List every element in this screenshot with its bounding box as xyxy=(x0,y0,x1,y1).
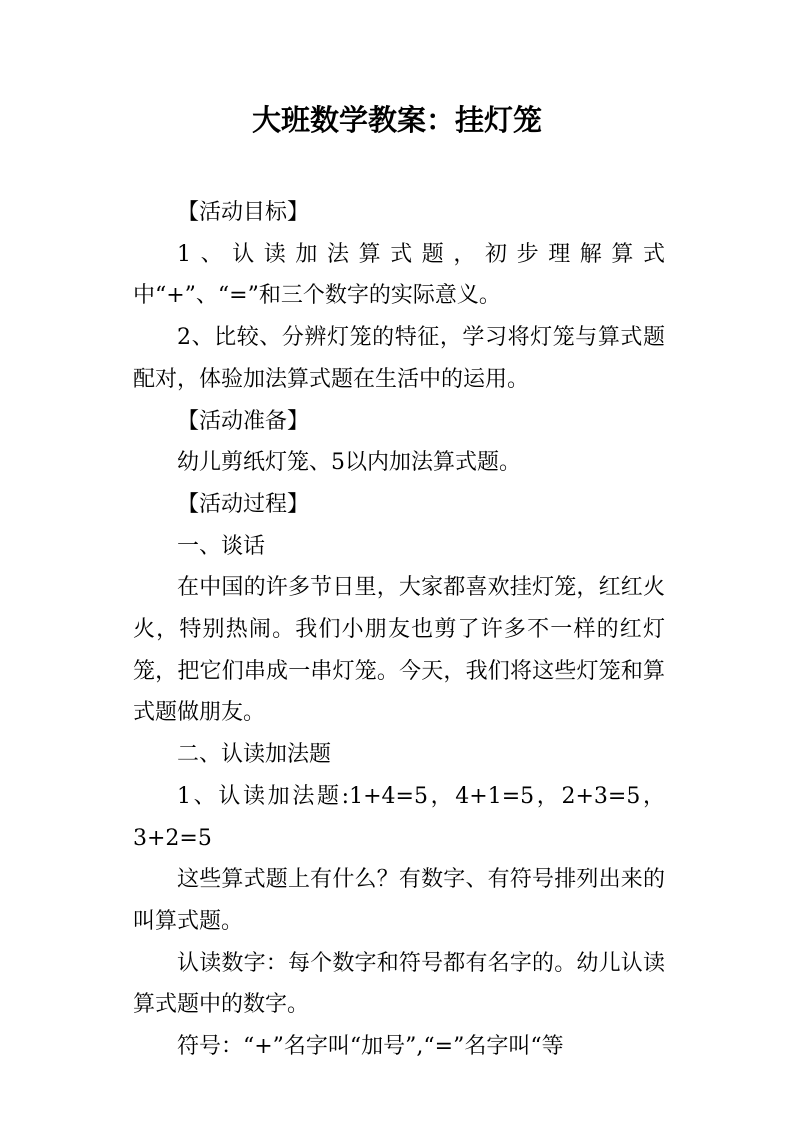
talk-paragraph: 在中国的许多节日里，大家都喜欢挂灯笼，红红火火，特别热闹。我们小朋友也剪了许多不一样的红灯笼，把它们串成一串灯笼。今天，我们将这些灯笼和算式题做朋友。 xyxy=(133,575,665,726)
document-body xyxy=(133,192,665,1068)
read-numbers-paragraph: 认读数字：每个数字和符号都有名字的。幼儿认读算式题中的数字。 xyxy=(133,950,665,1018)
section-heading-goals: 【活动目标】 xyxy=(177,200,310,225)
preparation-text: 幼儿剪纸灯笼、5以内加法算式题。 xyxy=(177,450,521,476)
addition-examples: 1、认读加法题:1+4=5，4+1=5，2+3=5，3+2=5 xyxy=(133,783,665,851)
section-heading-process: 【活动过程】 xyxy=(177,491,310,517)
section-heading-preparation: 【活动准备】 xyxy=(177,408,310,434)
symbols-paragraph: 符号：“+”名字叫“加号”,“=”名字叫“等 xyxy=(177,1034,564,1060)
document-title: 大班数学教案：挂灯笼 xyxy=(251,103,542,137)
step-heading-talk: 一、谈话 xyxy=(177,533,266,559)
question-paragraph: 这些算式题上有什么？有数字、有符号排列出来的叫算式题。 xyxy=(133,867,665,934)
goal-item-2: 2、比较、分辨灯笼的特征，学习将灯笼与算式题配对，体验加法算式题在生活中的运用。 xyxy=(133,325,665,392)
goal-item-1: 1、认读加法算式题，初步理解算式中“+”、“=”和三个数字的实际意义。 xyxy=(133,241,665,309)
step-heading-read-addition: 二、认读加法题 xyxy=(177,742,332,768)
